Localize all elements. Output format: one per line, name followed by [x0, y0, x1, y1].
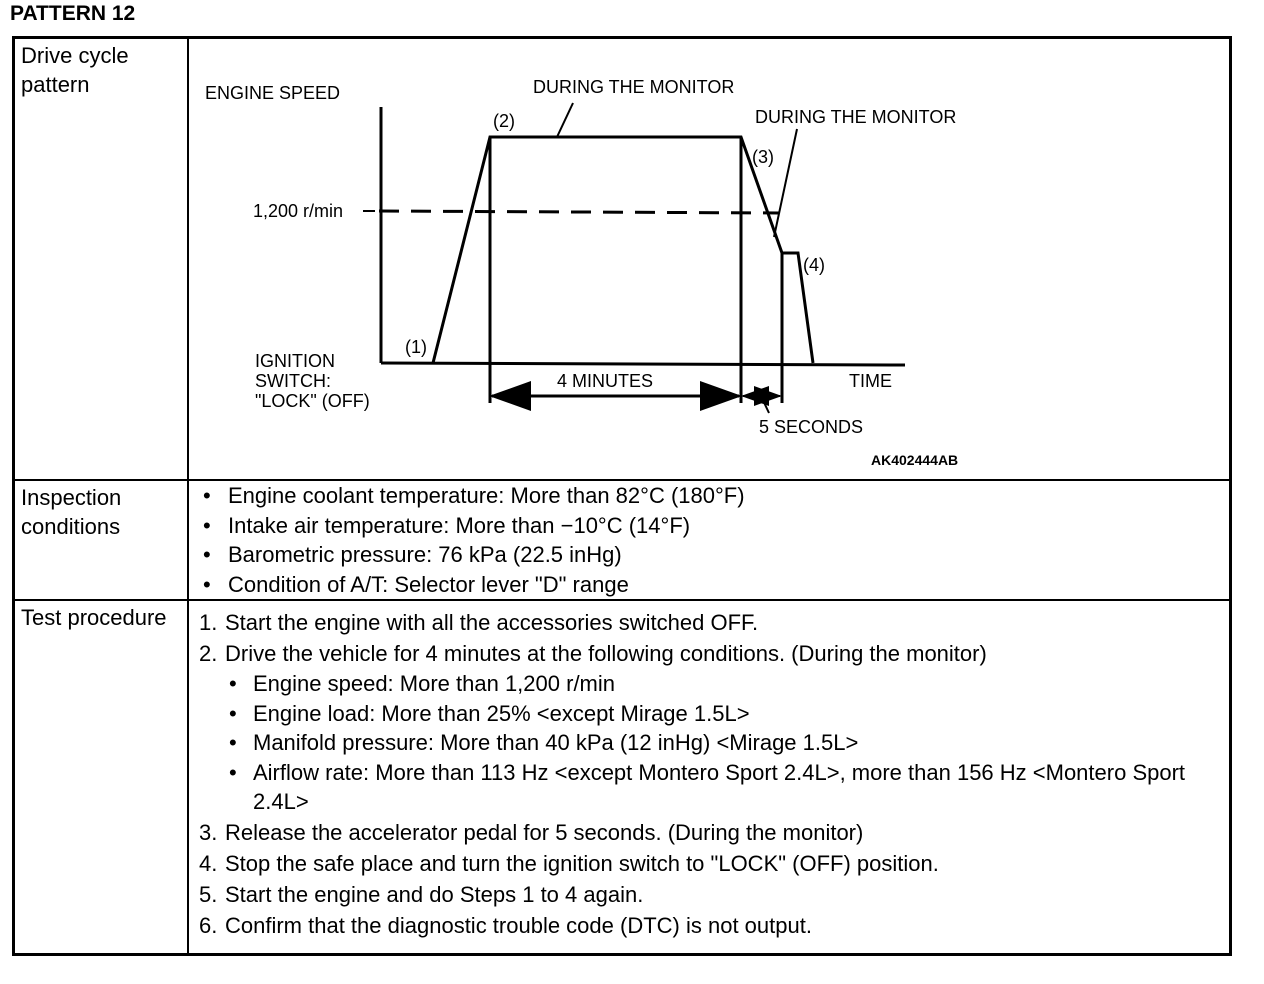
- inspection-item: • Intake air temperature: More than −10°C (14°F): [203, 511, 1229, 541]
- test-step: [199, 817, 1229, 848]
- ignition-label-1: IGNITION: [255, 351, 335, 371]
- drive-cycle-diagram: [189, 39, 1229, 479]
- five-seconds-label: 5 SECONDS: [759, 417, 864, 437]
- speed-marker-label: 1,200 r/min: [253, 201, 344, 221]
- condition-item: • Airflow rate: More than 113 Hz <except Montero Sport 2.4L>, more than 156 Hz <Montero Sport 2.4L>: [229, 758, 1229, 817]
- test-step: [199, 607, 1229, 638]
- drive-cycle-graph: [189, 39, 1229, 479]
- diagram-cell: [188, 38, 1231, 481]
- label-cell-drive-cycle: [14, 38, 189, 481]
- x-axis-label: TIME: [849, 371, 892, 391]
- point-label-3: (3): [752, 147, 774, 167]
- page-title: PATTERN 12: [10, 2, 136, 25]
- step-number: 3.: [199, 819, 218, 845]
- step-number: 1.: [199, 610, 218, 635]
- label-inspection: Inspection conditions: [21, 485, 122, 539]
- drive-cycle-table: [12, 36, 1232, 956]
- y-axis-label: ENGINE SPEED: [205, 83, 341, 103]
- step-conditions: [225, 669, 1229, 817]
- monitor-callout-leader-2: [774, 129, 797, 237]
- speed-threshold-line: [379, 211, 779, 213]
- ignition-label-3: "LOCK" (OFF): [255, 391, 370, 411]
- test-step: [199, 848, 1229, 879]
- five-seconds-leader: [761, 396, 769, 413]
- step-number: 6.: [199, 912, 218, 938]
- step-number: 5.: [199, 881, 218, 907]
- row-test-procedure: [14, 600, 1231, 954]
- step-text: Start the engine and do Steps 1 to 4 again.: [225, 881, 644, 907]
- ignition-label-2: SWITCH:: [255, 371, 331, 391]
- inspection-list: [189, 481, 1229, 599]
- inspection-item: • Barometric pressure: 76 kPa (22.5 inHg): [203, 540, 1229, 570]
- figure-code: AK402444AB: [871, 452, 959, 468]
- test-step: [199, 879, 1229, 910]
- row-inspection: [14, 480, 1231, 600]
- condition-item: • Engine speed: More than 1,200 r/min: [229, 669, 1229, 699]
- condition-item: • Engine load: More than 25% <except Mirage 1.5L>: [229, 699, 1229, 729]
- monitor-callout-1: DURING THE MONITOR: [533, 77, 735, 97]
- point-label-4: (4): [803, 255, 825, 275]
- condition-item: • Manifold pressure: More than 40 kPa (12 inHg) <Mirage 1.5L>: [229, 728, 1229, 758]
- label-cell-inspection: [14, 480, 189, 600]
- x-axis: [381, 363, 905, 365]
- step-number: 4.: [199, 850, 218, 876]
- test-steps: [189, 601, 1229, 941]
- inspection-item: • Engine coolant temperature: More than 82°C (180°F): [203, 481, 1229, 511]
- row-drive-cycle: [14, 38, 1231, 481]
- label-test: Test procedure: [21, 605, 167, 630]
- step-text: Confirm that the diagnostic trouble code (DTC) is not output.: [225, 912, 812, 938]
- label-drive-cycle: Drive cycle pattern: [21, 43, 129, 97]
- point-label-1: (1): [405, 337, 427, 357]
- inspection-item: • Condition of A/T: Selector lever "D" range: [203, 570, 1229, 600]
- monitor-callout-leader-1: [557, 103, 573, 137]
- inspection-cell: [188, 480, 1231, 600]
- test-step: [199, 910, 1229, 941]
- four-minutes-label: 4 MINUTES: [557, 371, 654, 391]
- step-text: Stop the safe place and turn the ignition switch to "LOCK" (OFF) position.: [225, 850, 939, 876]
- step-number: 2.: [199, 641, 218, 666]
- step-text: Start the engine with all the accessories switched OFF.: [225, 610, 759, 635]
- step-text: Drive the vehicle for 4 minutes at the following conditions. (During the monitor): [225, 641, 987, 666]
- point-label-2: (2): [493, 111, 515, 131]
- test-cell: [188, 600, 1231, 954]
- test-step: [199, 638, 1229, 817]
- label-cell-test: [14, 600, 189, 954]
- monitor-callout-2: DURING THE MONITOR: [755, 107, 957, 127]
- step-text: Release the accelerator pedal for 5 seconds. (During the monitor): [225, 819, 864, 845]
